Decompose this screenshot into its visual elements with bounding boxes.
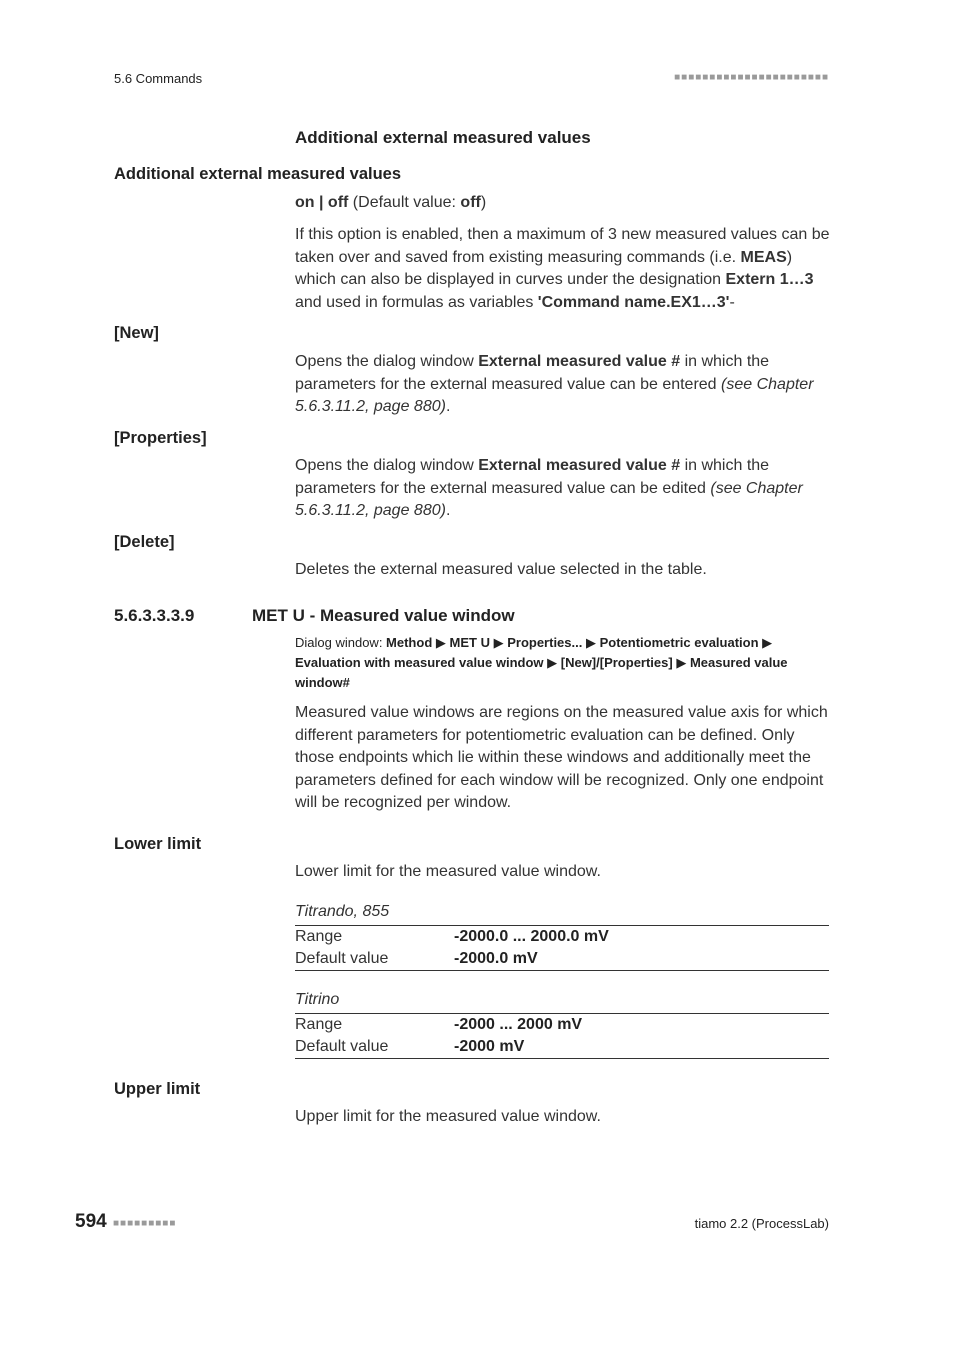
block-heading: Additional external measured values [295, 128, 591, 147]
path-item-evaluation-window: Evaluation with measured value window [295, 655, 544, 670]
table-row-value: -2000 mV [454, 1038, 525, 1055]
table-row-label: Range [295, 1016, 343, 1033]
section-number: 5.6.3.3.3.9 [114, 606, 195, 625]
desc-text: . [445, 398, 451, 415]
page-number: 594 [75, 1211, 107, 1232]
desc-dialog-name: External measured value # [478, 353, 681, 370]
path-item-measured-value-window: Measured value window# [295, 655, 788, 690]
table-caption-titrino: Titrino [295, 991, 340, 1008]
running-header-section: 5.6 Commands [114, 71, 203, 86]
table-row-label: Default value [295, 1038, 389, 1055]
param-options-line [295, 192, 830, 215]
param-term-delete: [Delete] [114, 533, 175, 551]
table-row-value: -2000 ... 2000 mV [454, 1016, 583, 1033]
desc-text: in which the parameters for the external measured value can be entered [295, 353, 770, 393]
chapter-reference-link[interactable]: (see Chapter 5.6.3.11.2, page 880) [295, 479, 803, 519]
footer-decoration-dots: ■■■■■■■■■ [113, 1218, 177, 1229]
path-item-new-properties: [New]/[Properties] [560, 655, 673, 670]
default-prefix: (Default value: [348, 194, 461, 211]
desc-extern-designation: Extern 1…3 [725, 271, 814, 288]
desc-text: and used in formulas as variables [295, 293, 538, 311]
desc-text: If this option is enabled, then a maximum of 3 new measured values can be taken over and saved from existing measuring commands (i.e. [295, 226, 830, 266]
param-term-upper-limit: Upper limit [114, 1080, 201, 1098]
table-row-label: Default value [295, 950, 389, 967]
table-caption-titrando: Titrando, 855 [295, 903, 390, 920]
triangle-right-icon: ▶ [585, 635, 596, 650]
table-row-value: -2000.0 ... 2000.0 mV [454, 928, 609, 945]
table-row [295, 1014, 829, 1036]
triangle-right-icon: ▶ [762, 635, 773, 650]
param-description-additional-external [295, 224, 830, 314]
dialog-path-prefix: Dialog window: [295, 635, 387, 650]
desc-text: . [445, 502, 451, 519]
triangle-right-icon: ▶ [435, 635, 446, 650]
path-item-properties: Properties... [507, 635, 583, 650]
default-value: off [460, 194, 481, 211]
desc-text: ) which can also be displayed in curves under the designation [295, 248, 793, 288]
desc-text: - [729, 293, 735, 311]
desc-variable-name: 'Command name.EX1…3' [537, 293, 730, 311]
value-table-titrino [295, 1013, 829, 1059]
value-table-titrando [295, 925, 829, 971]
section-intro-paragraph: Measured value windows are regions on the measured value axis for which different parameters for potentiometric evaluation can be defined. Only those endpoints which lie within these windows and additionally meet the parameters defined for each window will be recognized. Only one endpoint will be recognized per window. [295, 704, 828, 811]
param-term-additional-external: Additional external measured values [114, 165, 402, 183]
table-row-label: Range [295, 928, 343, 945]
table-row [295, 948, 829, 970]
dialog-window-path [295, 633, 835, 693]
desc-text: in which the parameters for the external measured value can be edited [295, 457, 770, 497]
option-separator: | [314, 194, 328, 211]
footer-product-name: tiamo 2.2 (ProcessLab) [694, 1216, 829, 1231]
table-row [295, 1036, 829, 1058]
desc-text: Opens the dialog window [295, 457, 479, 474]
param-description-lower-limit: Lower limit for the measured value window. [295, 863, 601, 880]
path-item-method: Method [386, 635, 433, 650]
header-decoration-dots: ■■■■■■■■■■■■■■■■■■■■■■ [674, 72, 829, 83]
table-row-value: -2000.0 mV [454, 950, 538, 967]
table-row [295, 926, 829, 948]
triangle-right-icon: ▶ [676, 655, 687, 670]
triangle-right-icon: ▶ [547, 655, 558, 670]
option-off: off [327, 194, 349, 211]
default-suffix: ) [480, 194, 487, 211]
chapter-reference-link[interactable]: (see Chapter 5.6.3.11.2, page 880) [295, 375, 814, 415]
path-item-met-u: MET U [449, 635, 490, 650]
param-term-properties: [Properties] [114, 429, 207, 447]
section-title: MET U - Measured value window [252, 606, 515, 625]
triangle-right-icon: ▶ [493, 635, 504, 650]
desc-dialog-name: External measured value # [478, 457, 681, 474]
param-term-new: [New] [114, 324, 159, 342]
param-description-upper-limit: Upper limit for the measured value window. [295, 1108, 601, 1125]
param-term-lower-limit: Lower limit [114, 835, 202, 853]
option-on: on [295, 194, 315, 211]
param-description-delete: Deletes the external measured value selected in the table. [295, 561, 707, 578]
desc-meas-command: MEAS [740, 248, 787, 266]
desc-text: Opens the dialog window [295, 353, 479, 370]
path-item-potentiometric-evaluation: Potentiometric evaluation [599, 635, 759, 650]
param-description-properties [295, 455, 830, 523]
param-description-new [295, 351, 830, 419]
